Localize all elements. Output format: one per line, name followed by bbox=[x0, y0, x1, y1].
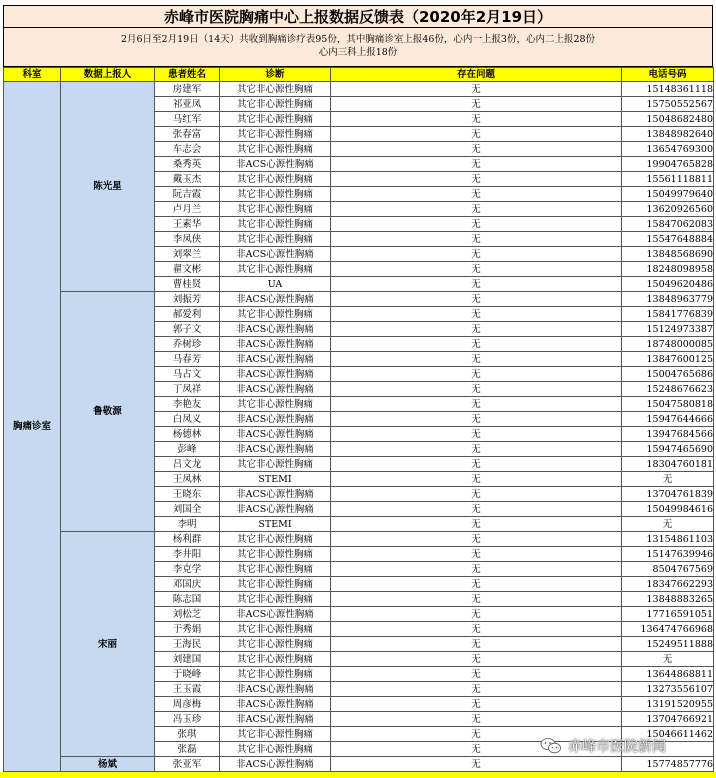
diagnosis-cell[interactable]: 其它非心源性胸痛 bbox=[220, 127, 331, 142]
diagnosis-cell[interactable]: 其它非心源性胸痛 bbox=[220, 457, 331, 472]
patient-name-cell[interactable]: 周彦梅 bbox=[155, 697, 220, 712]
phone-cell[interactable]: 8504767569 bbox=[622, 562, 714, 577]
wechat-icon bbox=[540, 737, 562, 755]
phone-cell[interactable]: 15148361118 bbox=[622, 82, 714, 97]
issue-cell[interactable]: 无 bbox=[331, 577, 622, 592]
diagnosis-cell[interactable]: 其它非心源性胸痛 bbox=[220, 142, 331, 157]
phone-cell[interactable]: 15248676623 bbox=[622, 382, 714, 397]
patient-name-cell[interactable]: 马春芳 bbox=[155, 352, 220, 367]
issue-cell[interactable]: 无 bbox=[331, 607, 622, 622]
phone-cell[interactable]: 13848982640 bbox=[622, 127, 714, 142]
phone-cell[interactable]: 13654769300 bbox=[622, 142, 714, 157]
diagnosis-cell[interactable]: 非ACS心源性胸痛 bbox=[220, 352, 331, 367]
diagnosis-cell[interactable]: 非ACS心源性胸痛 bbox=[220, 697, 331, 712]
diagnosis-cell[interactable]: 其它非心源性胸痛 bbox=[220, 652, 331, 667]
issue-cell[interactable]: 无 bbox=[331, 712, 622, 727]
diagnosis-cell[interactable]: 非ACS心源性胸痛 bbox=[220, 502, 331, 517]
issue-cell[interactable]: 无 bbox=[331, 697, 622, 712]
diagnosis-cell[interactable]: 其它非心源性胸痛 bbox=[220, 727, 331, 742]
patient-name-cell[interactable]: 刘国全 bbox=[155, 502, 220, 517]
phone-cell[interactable]: 15774857776 bbox=[622, 757, 714, 772]
issue-cell[interactable]: 无 bbox=[331, 307, 622, 322]
issue-cell[interactable]: 无 bbox=[331, 217, 622, 232]
issue-cell[interactable]: 无 bbox=[331, 652, 622, 667]
reporter-cell[interactable]: 杨斌 bbox=[61, 757, 155, 772]
diagnosis-cell[interactable]: 其它非心源性胸痛 bbox=[220, 187, 331, 202]
diagnosis-cell[interactable]: 非ACS心源性胸痛 bbox=[220, 607, 331, 622]
phone-cell[interactable]: 13848963779 bbox=[622, 292, 714, 307]
patient-name-cell[interactable]: 王凤林 bbox=[155, 472, 220, 487]
patient-name-cell[interactable]: 杨德林 bbox=[155, 427, 220, 442]
diagnosis-cell[interactable]: 其它非心源性胸痛 bbox=[220, 172, 331, 187]
issue-cell[interactable]: 无 bbox=[331, 412, 622, 427]
phone-cell[interactable]: 15249511888 bbox=[622, 637, 714, 652]
issue-cell[interactable]: 无 bbox=[331, 352, 622, 367]
phone-cell[interactable]: 无 bbox=[622, 472, 714, 487]
diagnosis-cell[interactable]: 其它非心源性胸痛 bbox=[220, 667, 331, 682]
issue-cell[interactable]: 无 bbox=[331, 382, 622, 397]
summary-line-1: 2月6日至2月19日（14天）共收到胸痛诊疗表95份，其中胸痛诊室上报46份，心内一上报3份，心内二上报28份 bbox=[120, 34, 596, 45]
patient-name-cell[interactable]: 刘振芳 bbox=[155, 292, 220, 307]
watermark bbox=[540, 733, 712, 759]
phone-cell[interactable]: 无 bbox=[622, 517, 714, 532]
phone-cell[interactable]: 15750552567 bbox=[622, 97, 714, 112]
issue-cell[interactable]: 无 bbox=[331, 157, 622, 172]
patient-name-cell[interactable]: 曹桂贤 bbox=[155, 277, 220, 292]
issue-cell[interactable]: 无 bbox=[331, 637, 622, 652]
patient-name-cell[interactable]: 刘翠兰 bbox=[155, 247, 220, 262]
issue-cell[interactable]: 无 bbox=[331, 247, 622, 262]
phone-cell[interactable]: 15147639946 bbox=[622, 547, 714, 562]
table-body bbox=[4, 82, 714, 772]
phone-cell[interactable]: 13191520955 bbox=[622, 697, 714, 712]
patient-name-cell[interactable]: 张琪 bbox=[155, 727, 220, 742]
phone-cell[interactable]: 18304760181 bbox=[622, 457, 714, 472]
diagnosis-cell[interactable]: 其它非心源性胸痛 bbox=[220, 622, 331, 637]
diagnosis-cell[interactable]: 非ACS心源性胸痛 bbox=[220, 322, 331, 337]
header-phone[interactable]: 电话号码 bbox=[622, 68, 714, 82]
phone-cell[interactable]: 15049620486 bbox=[622, 277, 714, 292]
patient-name-cell[interactable]: 乔树珍 bbox=[155, 337, 220, 352]
header-diagnosis[interactable]: 诊断 bbox=[220, 68, 331, 82]
diagnosis-cell[interactable]: 非ACS心源性胸痛 bbox=[220, 682, 331, 697]
issue-cell[interactable]: 无 bbox=[331, 292, 622, 307]
issue-cell[interactable]: 无 bbox=[331, 187, 622, 202]
patient-name-cell[interactable]: 冯玉珍 bbox=[155, 712, 220, 727]
summary-line-2: 心内三科上报18份 bbox=[318, 47, 398, 58]
phone-cell[interactable]: 17716591051 bbox=[622, 607, 714, 622]
phone-cell[interactable]: 13154861103 bbox=[622, 532, 714, 547]
phone-cell[interactable]: 13704766921 bbox=[622, 712, 714, 727]
phone-cell[interactable]: 15124973387 bbox=[622, 322, 714, 337]
sheet-title: 赤峰市医院胸痛中心上报数据反馈表（2020年2月19日） bbox=[3, 5, 713, 28]
issue-cell[interactable]: 无 bbox=[331, 142, 622, 157]
phone-cell[interactable]: 15947465690 bbox=[622, 442, 714, 457]
diagnosis-cell[interactable]: 其它非心源性胸痛 bbox=[220, 577, 331, 592]
reporter-cell[interactable]: 宋丽 bbox=[61, 532, 155, 757]
diagnosis-cell[interactable]: 非ACS心源性胸痛 bbox=[220, 757, 331, 772]
issue-cell[interactable]: 无 bbox=[331, 517, 622, 532]
phone-cell[interactable]: 13273556107 bbox=[622, 682, 714, 697]
patient-name-cell[interactable]: 张春富 bbox=[155, 127, 220, 142]
issue-cell[interactable]: 无 bbox=[331, 532, 622, 547]
diagnosis-cell[interactable]: 非ACS心源性胸痛 bbox=[220, 487, 331, 502]
patient-name-cell[interactable]: 桑秀英 bbox=[155, 157, 220, 172]
diagnosis-cell[interactable]: 其它非心源性胸痛 bbox=[220, 202, 331, 217]
patient-name-cell[interactable]: 杨利群 bbox=[155, 532, 220, 547]
diagnosis-cell[interactable]: 非ACS心源性胸痛 bbox=[220, 712, 331, 727]
watermark-text: 赤峰市医院新闻 bbox=[568, 739, 666, 755]
phone-cell[interactable]: 13620926560 bbox=[622, 202, 714, 217]
phone-cell[interactable]: 13704761839 bbox=[622, 487, 714, 502]
issue-cell[interactable]: 无 bbox=[331, 82, 622, 97]
diagnosis-cell[interactable]: 其它非心源性胸痛 bbox=[220, 262, 331, 277]
issue-cell[interactable]: 无 bbox=[331, 442, 622, 457]
issue-cell[interactable]: 无 bbox=[331, 727, 622, 742]
phone-cell[interactable]: 18347662293 bbox=[622, 577, 714, 592]
reporter-cell[interactable]: 陈光星 bbox=[61, 82, 155, 292]
issue-cell[interactable]: 无 bbox=[331, 202, 622, 217]
patient-name-cell[interactable]: 郝爱利 bbox=[155, 307, 220, 322]
issue-cell[interactable]: 无 bbox=[331, 112, 622, 127]
table-row bbox=[4, 532, 714, 547]
issue-cell[interactable]: 无 bbox=[331, 367, 622, 382]
phone-cell[interactable]: 13847600125 bbox=[622, 352, 714, 367]
phone-cell[interactable]: 15049979640 bbox=[622, 187, 714, 202]
phone-cell[interactable]: 15049984616 bbox=[622, 502, 714, 517]
issue-cell[interactable]: 无 bbox=[331, 277, 622, 292]
data-table bbox=[3, 67, 714, 772]
patient-name-cell[interactable]: 李井阳 bbox=[155, 547, 220, 562]
phone-cell[interactable]: 13848568690 bbox=[622, 247, 714, 262]
diagnosis-cell[interactable]: 非ACS心源性胸痛 bbox=[220, 382, 331, 397]
patient-name-cell[interactable]: 刘建国 bbox=[155, 652, 220, 667]
diagnosis-cell[interactable]: 其它非心源性胸痛 bbox=[220, 547, 331, 562]
diagnosis-cell[interactable]: STEMI bbox=[220, 517, 331, 532]
issue-cell[interactable]: 无 bbox=[331, 457, 622, 472]
patient-name-cell[interactable]: 白凤义 bbox=[155, 412, 220, 427]
patient-name-cell[interactable]: 戴玉杰 bbox=[155, 172, 220, 187]
phone-cell[interactable]: 13848883265 bbox=[622, 592, 714, 607]
phone-cell[interactable]: 15947644666 bbox=[622, 412, 714, 427]
patient-name-cell[interactable]: 马红军 bbox=[155, 112, 220, 127]
patient-name-cell[interactable]: 彭峰 bbox=[155, 442, 220, 457]
diagnosis-cell[interactable]: 非ACS心源性胸痛 bbox=[220, 442, 331, 457]
header-row bbox=[4, 68, 714, 82]
issue-cell[interactable]: 无 bbox=[331, 97, 622, 112]
issue-cell[interactable]: 无 bbox=[331, 592, 622, 607]
department-cell[interactable]: 胸痛诊室 bbox=[4, 82, 61, 772]
issue-cell[interactable]: 无 bbox=[331, 472, 622, 487]
issue-cell[interactable]: 无 bbox=[331, 322, 622, 337]
patient-name-cell[interactable]: 于秀娟 bbox=[155, 622, 220, 637]
phone-cell[interactable]: 15561118811 bbox=[622, 172, 714, 187]
phone-cell[interactable]: 18748000085 bbox=[622, 337, 714, 352]
summary-text bbox=[3, 28, 713, 67]
diagnosis-cell[interactable]: 非ACS心源性胸痛 bbox=[220, 247, 331, 262]
patient-name-cell[interactable]: 丁凤祥 bbox=[155, 382, 220, 397]
patient-name-cell[interactable]: 阮吉霞 bbox=[155, 187, 220, 202]
diagnosis-cell[interactable]: UA bbox=[220, 277, 331, 292]
diagnosis-cell[interactable]: 其它非心源性胸痛 bbox=[220, 397, 331, 412]
phone-cell[interactable]: 18248098958 bbox=[622, 262, 714, 277]
diagnosis-cell[interactable]: 其它非心源性胸痛 bbox=[220, 592, 331, 607]
issue-cell[interactable]: 无 bbox=[331, 622, 622, 637]
issue-cell[interactable]: 无 bbox=[331, 232, 622, 247]
reporter-cell[interactable]: 鲁敬源 bbox=[61, 292, 155, 532]
phone-cell[interactable]: 15047580818 bbox=[622, 397, 714, 412]
diagnosis-cell[interactable]: 其它非心源性胸痛 bbox=[220, 97, 331, 112]
header-dept[interactable]: 科室 bbox=[4, 68, 61, 82]
patient-name-cell[interactable]: 郭子文 bbox=[155, 322, 220, 337]
phone-cell[interactable]: 15847062083 bbox=[622, 217, 714, 232]
patient-name-cell[interactable]: 车志会 bbox=[155, 142, 220, 157]
table-row bbox=[4, 82, 714, 97]
patient-name-cell[interactable]: 陈志国 bbox=[155, 592, 220, 607]
header-reporter[interactable]: 数据上报人 bbox=[61, 68, 155, 82]
bottom-highlight-strip bbox=[0, 772, 716, 778]
patient-name-cell[interactable]: 卢月兰 bbox=[155, 202, 220, 217]
table-row bbox=[4, 292, 714, 307]
issue-cell[interactable]: 无 bbox=[331, 502, 622, 517]
issue-cell[interactable]: 无 bbox=[331, 562, 622, 577]
issue-cell[interactable]: 无 bbox=[331, 127, 622, 142]
phone-cell[interactable]: 无 bbox=[622, 652, 714, 667]
diagnosis-cell[interactable]: 其它非心源性胸痛 bbox=[220, 742, 331, 757]
phone-cell[interactable]: 15547648884 bbox=[622, 232, 714, 247]
issue-cell[interactable]: 无 bbox=[331, 427, 622, 442]
patient-name-cell[interactable]: 翟文彬 bbox=[155, 262, 220, 277]
phone-cell[interactable]: 13644868811 bbox=[622, 667, 714, 682]
issue-cell[interactable]: 无 bbox=[331, 397, 622, 412]
phone-cell[interactable]: 15841776839 bbox=[622, 307, 714, 322]
patient-name-cell[interactable]: 王海民 bbox=[155, 637, 220, 652]
patient-name-cell[interactable]: 李凤侠 bbox=[155, 232, 220, 247]
phone-cell[interactable]: 15004765686 bbox=[622, 367, 714, 382]
issue-cell[interactable]: 无 bbox=[331, 667, 622, 682]
issue-cell[interactable]: 无 bbox=[331, 742, 622, 757]
diagnosis-cell[interactable]: 非ACS心源性胸痛 bbox=[220, 427, 331, 442]
issue-cell[interactable]: 无 bbox=[331, 487, 622, 502]
diagnosis-cell[interactable]: 其它非心源性胸痛 bbox=[220, 82, 331, 97]
issue-cell[interactable]: 无 bbox=[331, 757, 622, 772]
diagnosis-cell[interactable]: 其它非心源性胸痛 bbox=[220, 232, 331, 247]
phone-cell[interactable]: 13947684566 bbox=[622, 427, 714, 442]
diagnosis-cell[interactable]: 其它非心源性胸痛 bbox=[220, 307, 331, 322]
header-name[interactable]: 患者姓名 bbox=[155, 68, 220, 82]
patient-name-cell[interactable]: 房建军 bbox=[155, 82, 220, 97]
phone-cell[interactable]: 19904765828 bbox=[622, 157, 714, 172]
patient-name-cell[interactable]: 王玉霞 bbox=[155, 682, 220, 697]
diagnosis-cell[interactable]: 非ACS心源性胸痛 bbox=[220, 337, 331, 352]
diagnosis-cell[interactable]: 其它非心源性胸痛 bbox=[220, 532, 331, 547]
diagnosis-cell[interactable]: STEMI bbox=[220, 472, 331, 487]
phone-cell[interactable]: 15048682480 bbox=[622, 112, 714, 127]
diagnosis-cell[interactable]: 非ACS心源性胸痛 bbox=[220, 157, 331, 172]
issue-cell[interactable]: 无 bbox=[331, 262, 622, 277]
issue-cell[interactable]: 无 bbox=[331, 547, 622, 562]
diagnosis-cell[interactable]: 非ACS心源性胸痛 bbox=[220, 412, 331, 427]
patient-name-cell[interactable]: 王晓东 bbox=[155, 487, 220, 502]
patient-name-cell[interactable]: 李克学 bbox=[155, 562, 220, 577]
patient-name-cell[interactable]: 张磊 bbox=[155, 742, 220, 757]
patient-name-cell[interactable]: 祁亚凤 bbox=[155, 97, 220, 112]
patient-name-cell[interactable]: 吕文龙 bbox=[155, 457, 220, 472]
patient-name-cell[interactable]: 刘松芝 bbox=[155, 607, 220, 622]
diagnosis-cell[interactable]: 非ACS心源性胸痛 bbox=[220, 367, 331, 382]
diagnosis-cell[interactable]: 其它非心源性胸痛 bbox=[220, 637, 331, 652]
issue-cell[interactable]: 无 bbox=[331, 682, 622, 697]
patient-name-cell[interactable]: 张亚军 bbox=[155, 757, 220, 772]
phone-cell[interactable]: 15046611462 bbox=[622, 727, 714, 742]
patient-name-cell[interactable]: 王素华 bbox=[155, 217, 220, 232]
header-issue[interactable]: 存在问题 bbox=[331, 68, 622, 82]
patient-name-cell[interactable]: 邓国庆 bbox=[155, 577, 220, 592]
patient-name-cell[interactable]: 于晓峰 bbox=[155, 667, 220, 682]
diagnosis-cell[interactable]: 非ACS心源性胸痛 bbox=[220, 292, 331, 307]
patient-name-cell[interactable]: 马占文 bbox=[155, 367, 220, 382]
phone-cell[interactable]: 136474766968 bbox=[622, 622, 714, 637]
diagnosis-cell[interactable]: 其它非心源性胸痛 bbox=[220, 112, 331, 127]
issue-cell[interactable]: 无 bbox=[331, 337, 622, 352]
issue-cell[interactable]: 无 bbox=[331, 172, 622, 187]
patient-name-cell[interactable]: 李明 bbox=[155, 517, 220, 532]
diagnosis-cell[interactable]: 其它非心源性胸痛 bbox=[220, 562, 331, 577]
diagnosis-cell[interactable]: 其它非心源性胸痛 bbox=[220, 217, 331, 232]
patient-name-cell[interactable]: 李艳友 bbox=[155, 397, 220, 412]
